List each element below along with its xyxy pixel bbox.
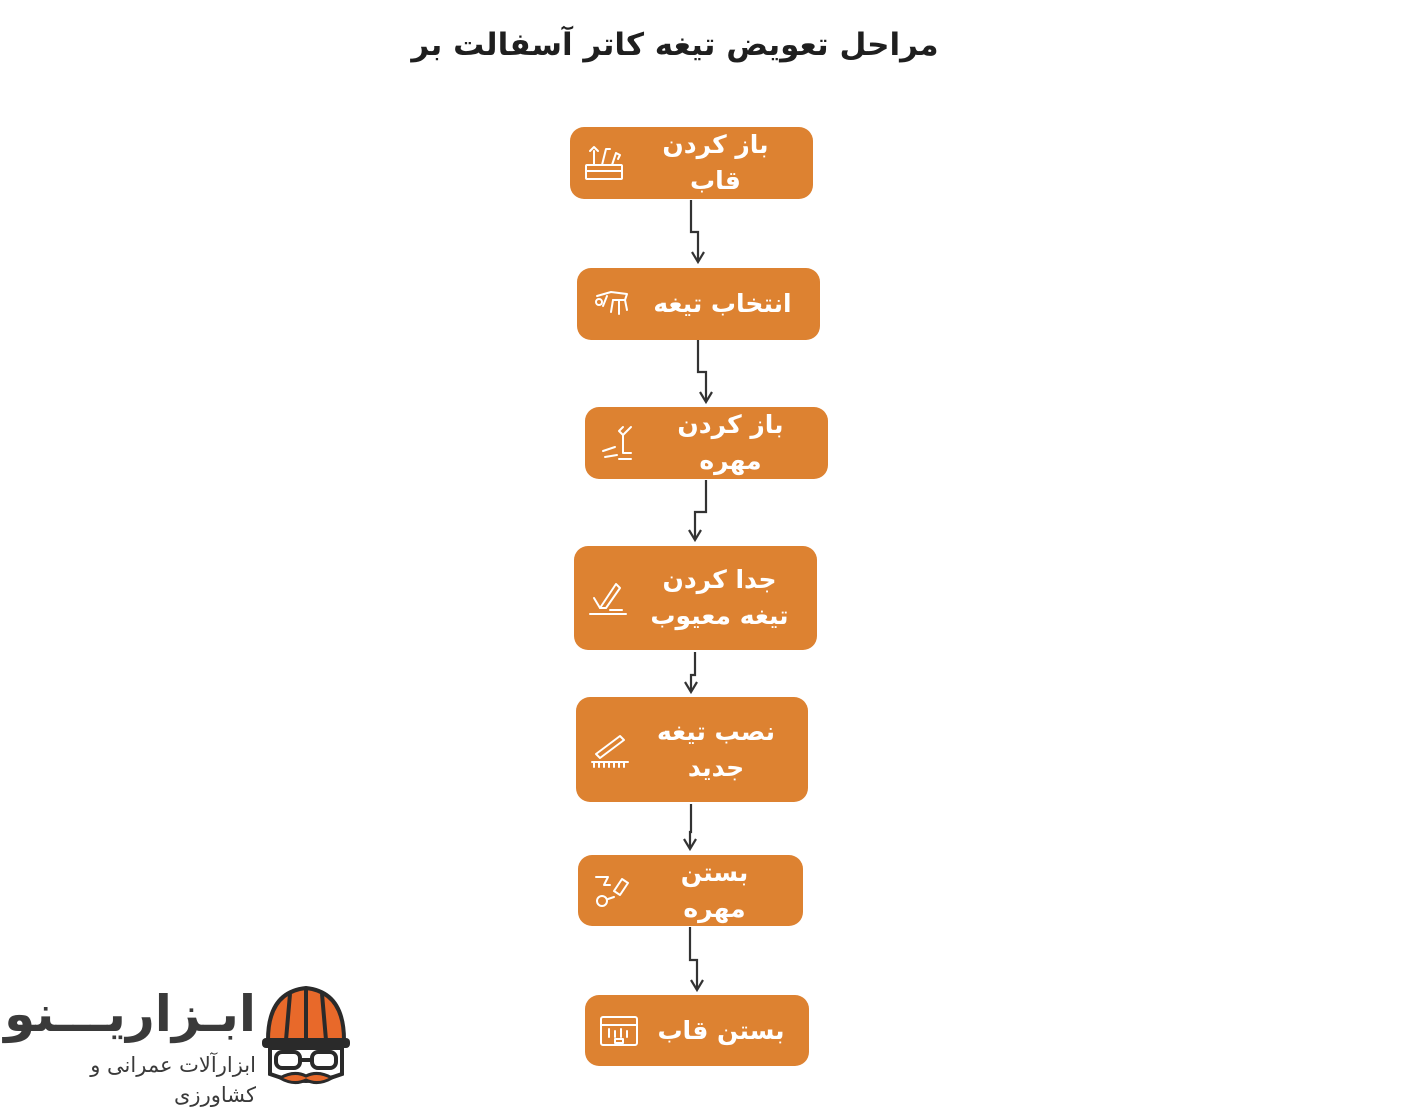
saw-blade-icon [588,728,632,772]
step-install-new-blade [576,697,808,802]
tools-case-icon [597,1009,641,1053]
brand-tagline: ابزارآلات عمرانی و کشاورزی [90,1053,256,1107]
step-label: جدا کردن تیغه معیوب [650,565,789,630]
connector-3-4 [695,480,706,540]
toolbox-icon [582,141,626,185]
step-label: نصب تیغه جدید [656,716,776,782]
step-label: باز کردن مهره [677,410,784,475]
step-close-frame [585,995,809,1066]
step-close-nut [578,855,803,926]
step-label: باز کردن قاب [662,130,769,195]
step-open-frame [570,127,813,199]
connector-6-7 [690,927,697,990]
wrench-icon [597,421,641,465]
step-label: بستن قاب [657,1015,785,1045]
hand-blade-icon [589,282,633,326]
step-choose-blade [577,268,820,340]
knife-remove-icon [586,576,630,620]
connector-1-2 [691,200,698,262]
brand-name: ابـزاریـــنو [4,985,256,1043]
connector-4-5 [691,652,695,692]
connector-2-3 [698,340,706,402]
step-open-nut [585,407,828,479]
brand-logo [4,982,358,1107]
diagram-title: مراحل تعویض تیغه کاتر آسفالت بر [411,27,939,63]
step-label: انتخاب تیغه [653,289,792,318]
step-remove-faulty-blade [574,546,817,650]
step-label: بستن مهره [680,857,749,923]
connector-5-6 [690,804,691,849]
nut-bolt-icon [590,869,634,913]
hardhat-mustache-icon [258,982,354,1092]
